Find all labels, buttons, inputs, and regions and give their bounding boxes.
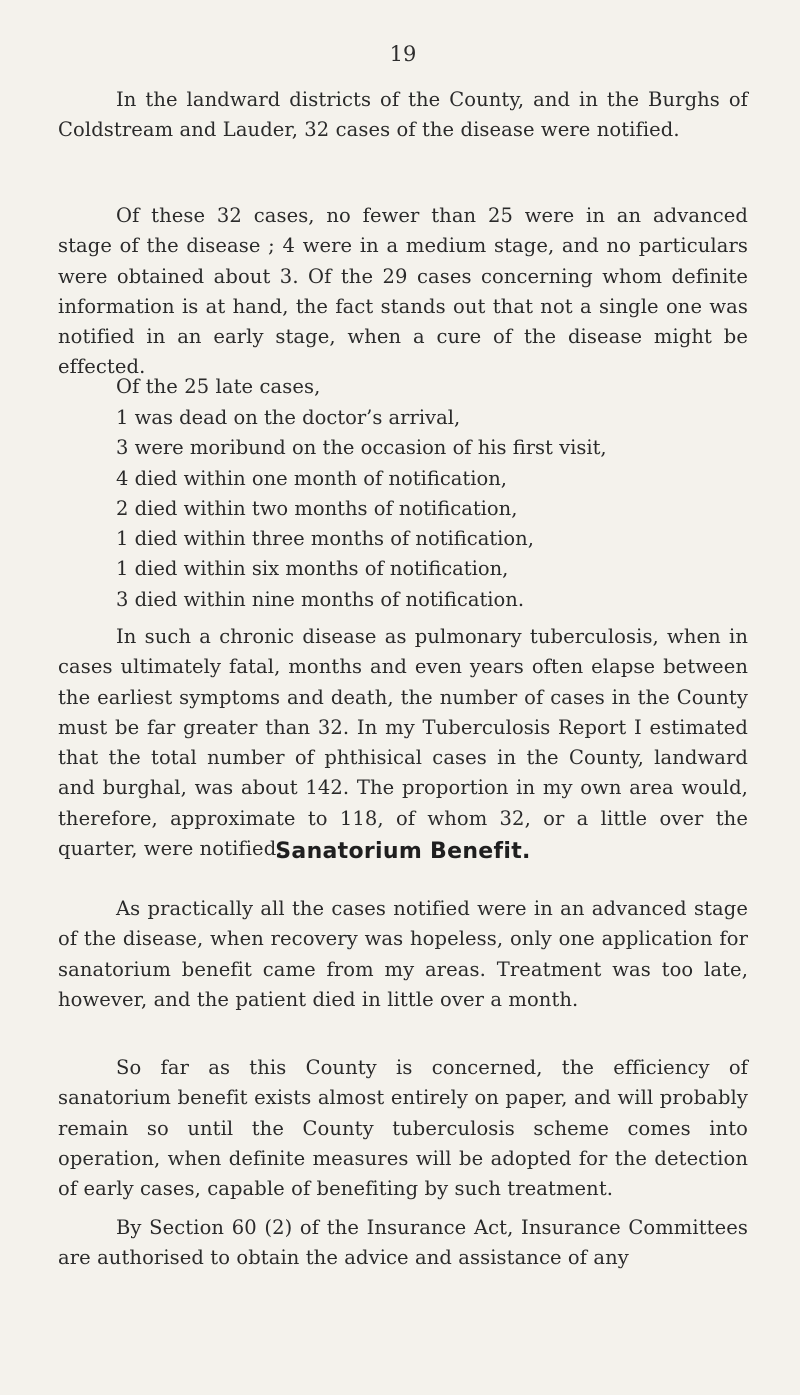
case-outcome: died within nine months of notification. [134,587,525,611]
case-outcome: died within six months of notification, [134,557,509,581]
case-count: 3 [116,436,129,460]
case-outcome: died within one month of notification, [134,466,507,490]
case-count: 4 [116,466,129,490]
case-count: 3 [116,587,129,611]
case-count: 1 [116,557,129,581]
case-count: 2 [116,496,129,520]
list-item [116,524,607,554]
paragraph-insurance-act: By Section 60 (2) of the Insurance Act, Insurance Committees are authorised to obtain the advice and assistance of any [58,1216,748,1270]
list-item [116,554,607,584]
paragraph-chronic-disease: In such a chronic disease as pulmonary tuberculosis, when in cases ultimately fatal, months and even years often elapse between the earliest symptoms and death, the number of cases in the County must be far greater than 32. In my Tuberculosis Report I estimated that the total number of phthisical cases in the County, landward and burghal, was about 142. The proportion in my own area would, therefore, approximate to 118, of whom 32, or a little over the quarter, were notified. [58,625,748,861]
paragraph-cases-notified: In the landward districts of the County, and in the Burghs of Coldstream and Lauder, 32 cases of the disease were notified. [58,88,748,142]
case-outcome: was dead on the doctor’s arrival, [134,406,461,429]
case-outcome: died within two months of notification, [134,496,518,520]
paragraph-sanatorium-efficiency: So far as this County is concerned, the efficiency of sanatorium benefit exists almost entirely on paper, and will probably remain so until the County tuberculosis scheme comes into operation, when definite measures will be adopted for the detection of early cases, capable of benefiting by such treatment. [58,1056,748,1201]
case-outcome: were moribund on the occasion of his first visit, [134,436,607,460]
case-count: 1 [116,406,129,429]
list-item [116,494,607,524]
paragraph-sanatorium-application: As practically all the cases notified were in an advanced stage of the disease, when recovery was hopeless, only one application for sanatorium benefit came from my areas. Treatment was too late, however, and the patient died in little over a month. [58,897,748,1011]
section-heading: Sanatorium Benefit. [275,839,531,864]
list-item [116,433,607,463]
page-number: 19 [389,42,417,66]
paragraph-stage-breakdown: Of these 32 cases, no fewer than 25 were in an advanced stage of the disease ; 4 were in a medium stage, and no particulars were obtained about 3. Of the 29 cases concerning whom definite information is at hand, the fact stands out that not a single one was notified in an early stage, when a cure of the disease might be effected. [58,204,748,379]
case-outcome: died within three months of notification, [134,527,534,551]
paragraph-late-cases-intro: Of the 25 late cases, [116,375,321,398]
list-item [116,403,607,433]
list-item [116,464,607,494]
list-item [116,585,607,615]
late-cases-list [116,403,607,615]
case-count: 1 [116,527,129,551]
